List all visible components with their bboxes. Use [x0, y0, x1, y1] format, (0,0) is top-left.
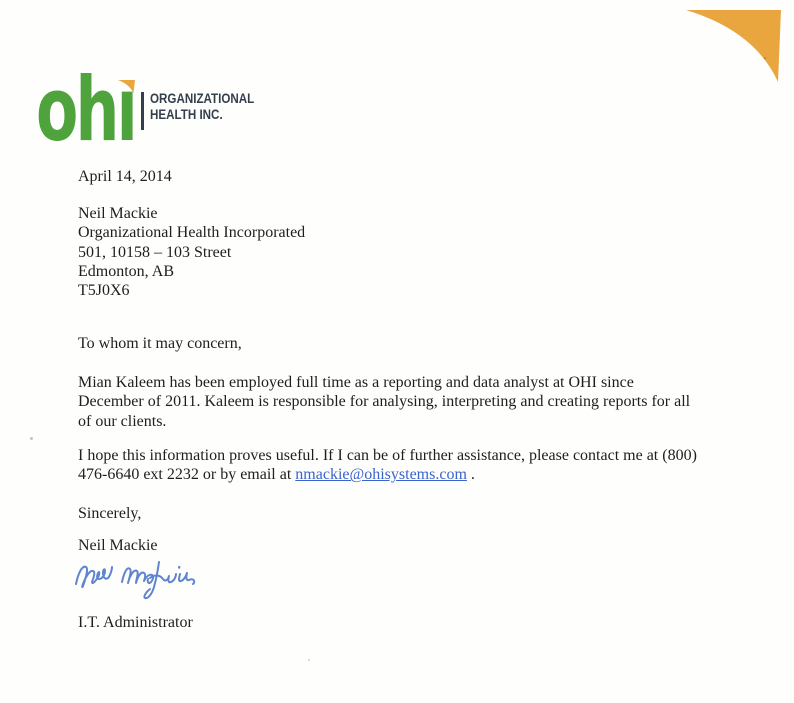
recipient-company: Organizational Health Incorporated [78, 224, 306, 242]
letter-date: April 14, 2014 [78, 168, 172, 185]
paragraph1-line2: December of 2011. Kaleem is responsible for analysing, interpreting and creating reports for all [78, 393, 691, 411]
logo-divider-bar [141, 92, 144, 130]
email-link[interactable]: nmackie@ohisystems.com [295, 466, 467, 484]
closing: Sincerely, [78, 505, 142, 522]
paragraph2-line2-text: 476-6640 ext 2232 or by email at [78, 466, 296, 484]
ohi-wordmark: ohı [36, 58, 135, 161]
corner-swoosh-decoration [684, 7, 784, 85]
signer-title: I.T. Administrator [78, 614, 193, 631]
recipient-street: 501, 10158 – 103 Street [78, 243, 232, 261]
recipient-postal-code: T5J0X6 [78, 282, 130, 300]
paragraph2-line1: I hope this information proves useful. If I can be of further assistance, please contact me at (800) [78, 447, 697, 464]
logo-company-line1: ORGANIZATIONAL [150, 91, 255, 106]
logo-company-line2: HEALTH INC. [150, 106, 223, 122]
logo-i-dot-swoosh-icon [117, 79, 136, 94]
paragraph2-line2-period: . [466, 466, 475, 484]
paragraph2-line2 [78, 465, 697, 484]
signature-handwriting [72, 556, 207, 612]
paragraph1-line1: Mian Kaleem has been employed full time as a reporting and data analyst at OHI since [78, 374, 634, 391]
scan-speck [764, 57, 766, 59]
scan-speck [30, 437, 33, 440]
scan-speck [308, 659, 310, 661]
body-paragraph-2 [78, 446, 697, 485]
body-paragraph-1 [78, 373, 690, 431]
salutation: To whom it may concern, [78, 335, 242, 352]
paragraph1-line3: of our clients. [78, 412, 167, 430]
recipient-city: Edmonton, AB [78, 262, 175, 280]
recipient-name: Neil Mackie [78, 205, 158, 222]
logo-company-name [150, 91, 254, 122]
signer-name: Neil Mackie [78, 537, 158, 554]
recipient-address-block [78, 204, 305, 300]
